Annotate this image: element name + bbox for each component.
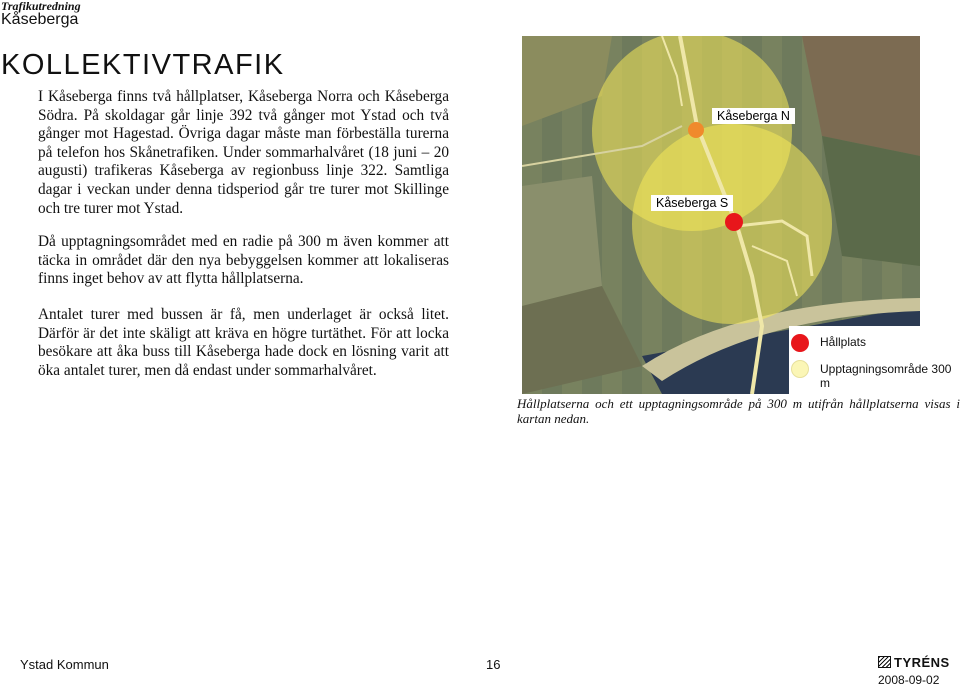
footer-date: 2008-09-02 [878,673,940,687]
paragraph-frequency: Antalet turer med bussen är få, men underlaget är också litet. Därför är det inte skäligt att kräva en högre turtäthet. För att locka besökare att åka buss till Kåseberga hade dock en lösning varit att öka antalet turer, men då endast under sommarhalvåret. [38,306,449,379]
paragraph-bus-stops: I Kåseberga finns två hållplatser, Kåseberga Norra och Kåseberga Södra. På skoldagar går linje 392 två gånger mot Ystad och två gånger mot Hagestad. Övriga dagar måste man förbeställa turerna på telefon hos Skånetrafiken. Under sommarhalvåret (18 juni – 20 augusti) trafikeras Kåseberga av regionbuss linje 322. Samtliga dagar i veckan under denna tidsperiod går tre turer mot Skillinge och tre turer mot Ystad. [38,88,449,217]
stop-marker-north [688,122,704,138]
company-name: TYRÉNS [894,655,950,670]
map-caption: Hållplatserna och ett upptagningsområde på 300 m utifrån hållplatserna visas i kartan nedan. [517,396,960,426]
paragraph-catchment: Då upptagningsområdet med en radie på 300 m även kommer att täcka in området där den nya bebyggelsen kommer att lokaliseras finns inget behov av att flytta hållplatserna. [38,233,449,288]
company-logo [878,655,950,670]
legend-stop-icon [791,334,809,352]
logo-mark-icon [878,656,891,668]
footer-municipality: Ystad Kommun [20,657,109,672]
stop-label-south: Kåseberga S [651,195,733,211]
map-legend [789,326,960,396]
header-place: Kåseberga [1,11,79,28]
legend-catchment-icon [791,360,809,378]
legend-catchment-label: Upptagningsområde 300 m [820,362,952,390]
legend-stop-label: Hållplats [820,335,867,349]
stop-marker-south [725,213,743,231]
header-series: Trafikutredning [1,0,81,13]
stop-label-north: Kåseberga N [712,108,795,124]
section-title: KOLLEKTIVTRAFIK [1,49,285,81]
page-number: 16 [486,657,501,672]
